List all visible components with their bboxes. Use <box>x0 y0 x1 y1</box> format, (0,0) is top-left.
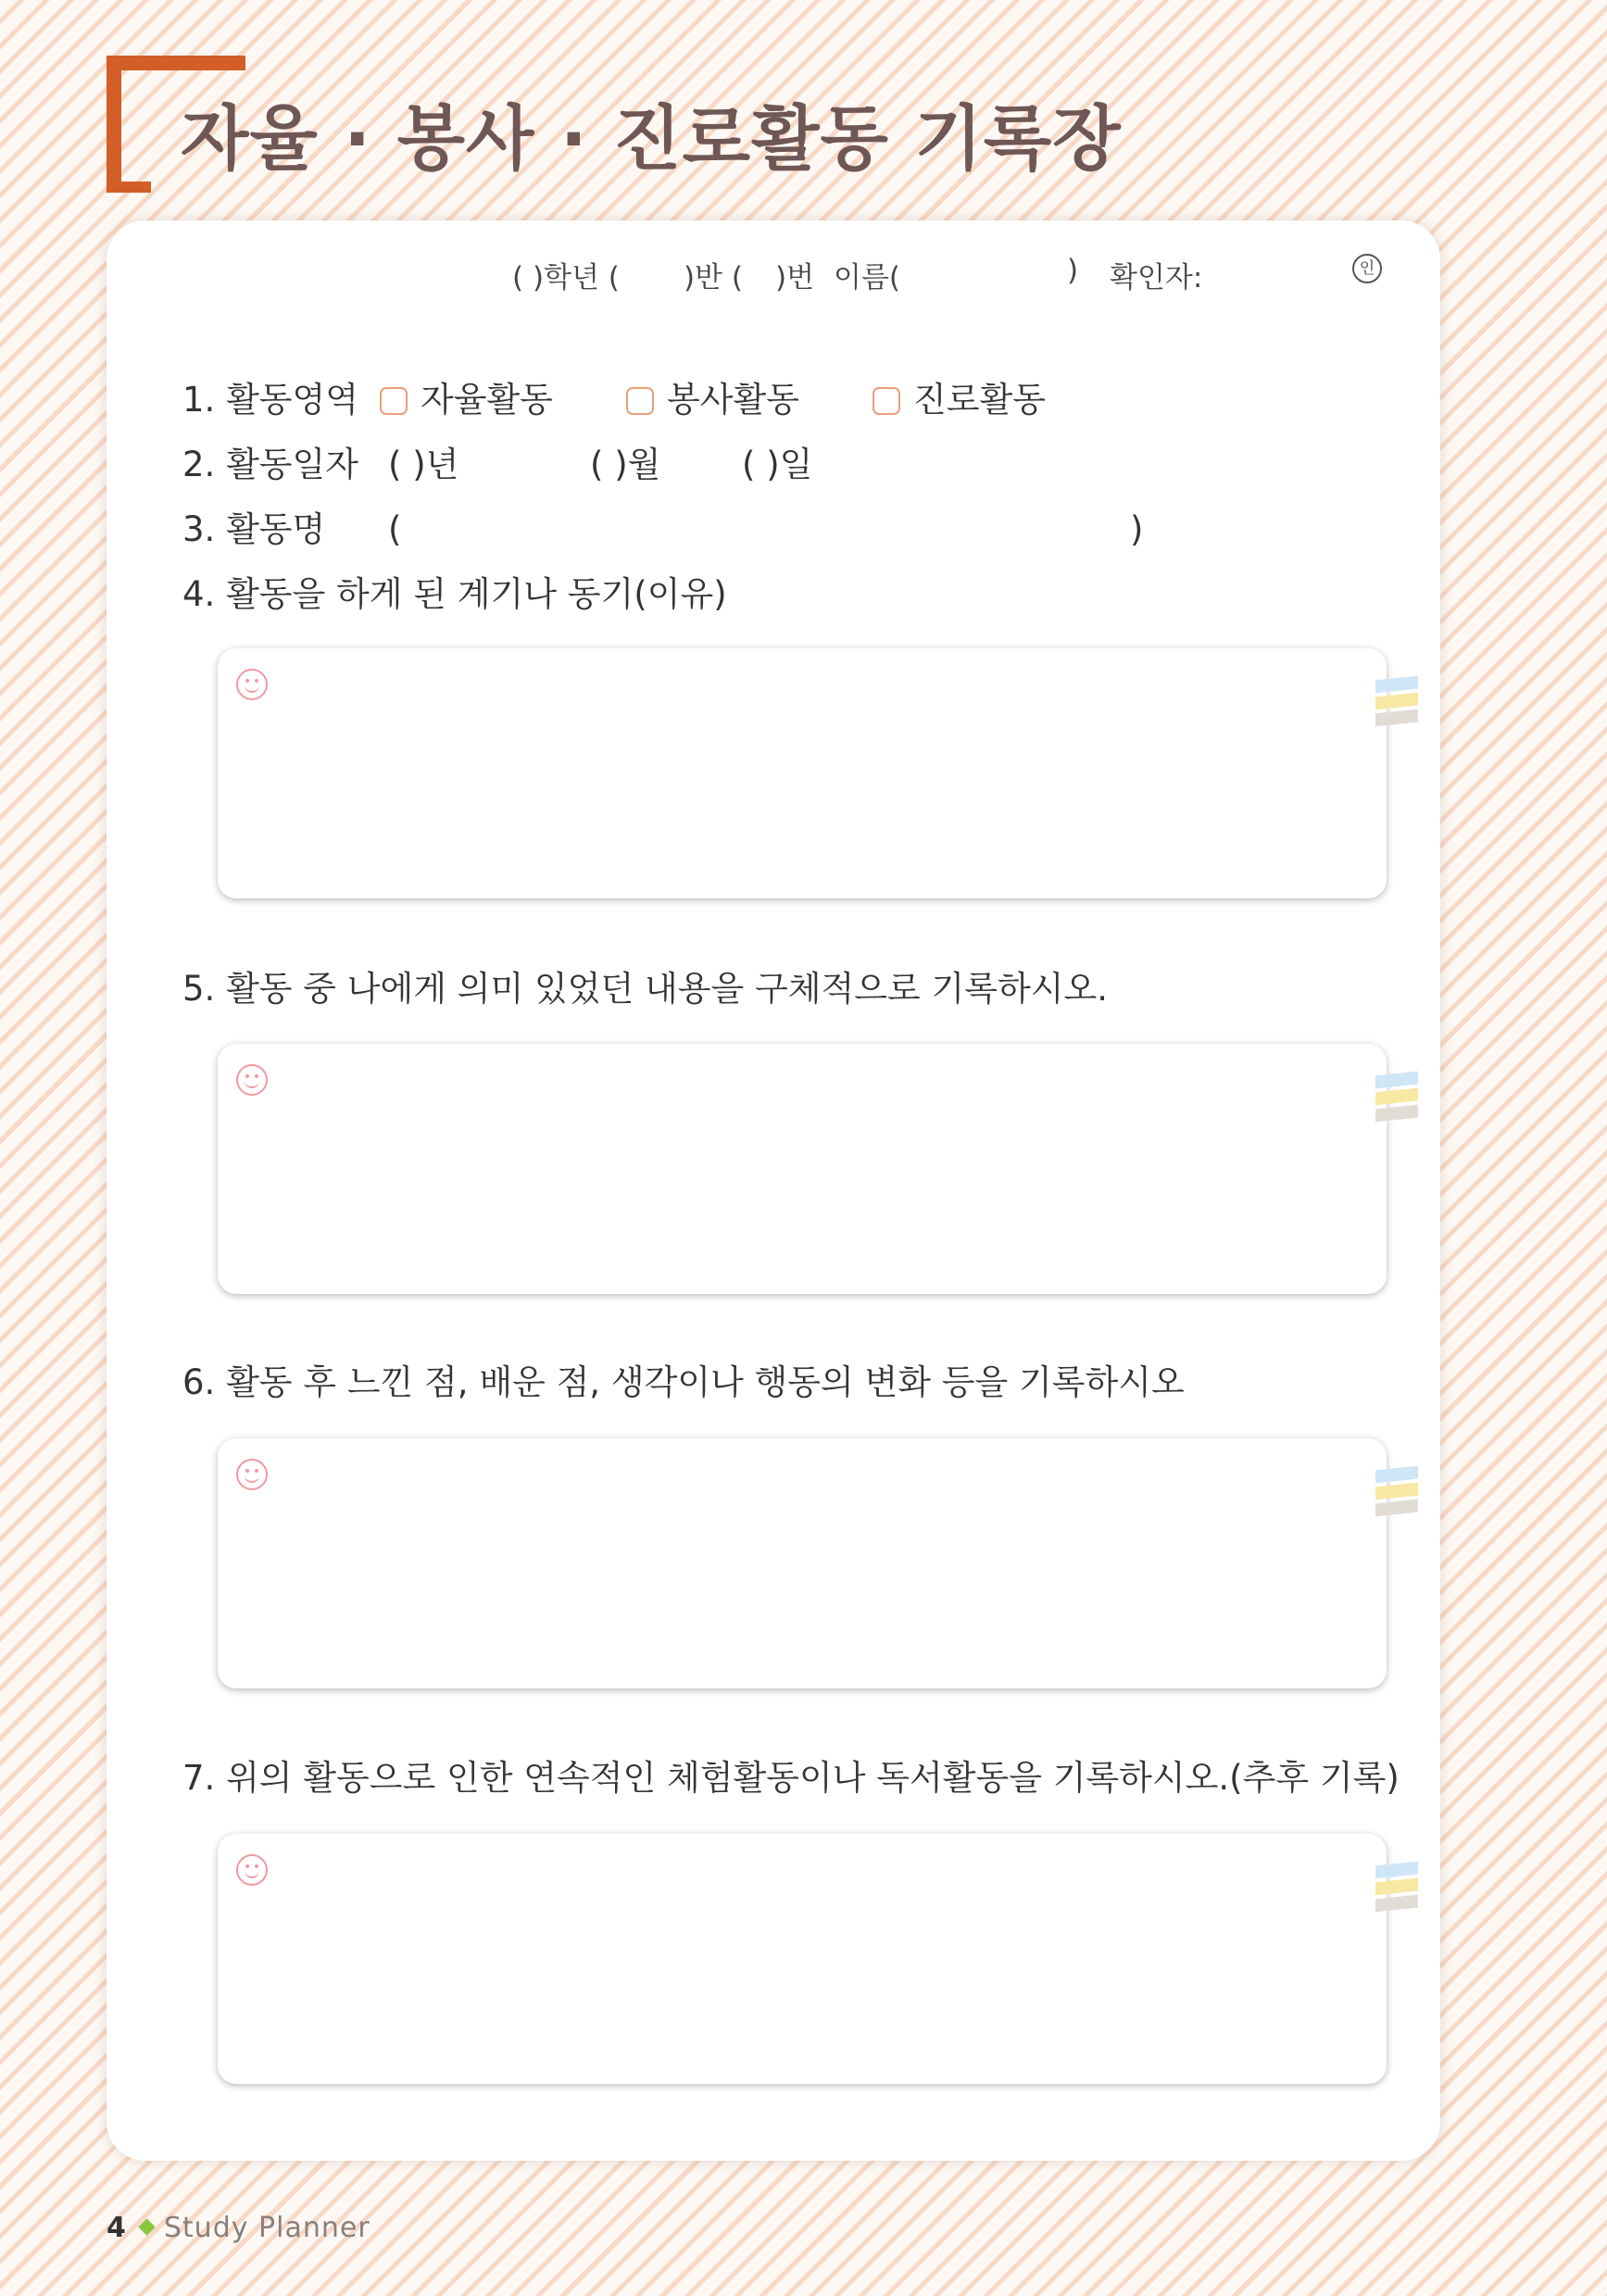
option-volunteer[interactable] <box>626 380 799 420</box>
answer-box-5[interactable] <box>218 1044 1387 1294</box>
answer-box-7[interactable] <box>218 1834 1387 2084</box>
year-field[interactable]: ( )년 <box>388 445 459 484</box>
answer-box-4[interactable] <box>218 648 1387 898</box>
page-footer <box>107 2212 370 2244</box>
page-title: 자율 · 봉사 · 진로활동 기록장 <box>181 97 1122 180</box>
option-autonomous[interactable] <box>380 380 553 420</box>
activity-name-label: 3. 활동명 <box>182 509 326 549</box>
question-activity-name <box>182 509 1294 554</box>
diamond-icon <box>138 2218 155 2235</box>
question-activity-date <box>182 445 1294 489</box>
smiley-icon <box>236 1854 268 1886</box>
grade-label: ( )학년 ( <box>512 261 620 295</box>
question-7-label: 7. 위의 활동으로 인한 연속적인 체험활동이나 독서활동을 기록하시오.(추후 기록) <box>182 1758 1400 1798</box>
name-close: ) <box>1067 254 1079 287</box>
page-number: 4 <box>107 2212 126 2244</box>
answer-box-6[interactable] <box>218 1438 1387 1688</box>
option-career[interactable] <box>873 380 1046 420</box>
seal-icon: 인 <box>1352 254 1382 283</box>
activity-area-label: 1. 활동영역 <box>182 380 359 420</box>
option-career-label: 진로활동 <box>913 380 1046 420</box>
tape-icon <box>1375 1863 1418 1923</box>
option-autonomous-label: 자율활동 <box>421 380 553 420</box>
question-4-label: 4. 활동을 하게 된 계기나 동기(이유) <box>182 574 727 614</box>
footer-label: Study Planner <box>163 2212 370 2244</box>
question-6-label: 6. 활동 후 느낀 점, 배운 점, 생각이나 행동의 변화 등을 기록하시오 <box>182 1362 1185 1402</box>
smiley-icon <box>236 1064 268 1096</box>
question-5-label: 5. 활동 중 나에게 의미 있었던 내용을 구체적으로 기록하시오. <box>182 969 1108 1009</box>
activity-date-label: 2. 활동일자 <box>182 445 359 484</box>
class-label: )반 ( <box>684 261 743 295</box>
activity-name-close: ) <box>1130 509 1144 549</box>
number-label: )번 <box>775 261 815 295</box>
checkbox-autonomous[interactable] <box>380 387 408 415</box>
confirmer-label: 확인자: <box>1110 261 1203 295</box>
student-info-row <box>107 254 1440 296</box>
month-field[interactable]: ( )월 <box>590 445 661 484</box>
day-field[interactable]: ( )일 <box>742 445 813 484</box>
tape-icon <box>1375 678 1418 737</box>
smiley-icon <box>236 1459 268 1490</box>
tape-icon <box>1375 1468 1418 1527</box>
option-volunteer-label: 봉사활동 <box>667 380 799 420</box>
smiley-icon <box>236 669 268 700</box>
name-label: 이름( <box>834 261 900 295</box>
activity-name-open: ( <box>388 509 402 549</box>
tape-icon <box>1375 1073 1418 1133</box>
checkbox-career[interactable] <box>873 387 900 415</box>
checkbox-volunteer[interactable] <box>626 387 654 415</box>
record-form-card <box>107 220 1440 2161</box>
question-activity-area <box>182 380 1294 424</box>
